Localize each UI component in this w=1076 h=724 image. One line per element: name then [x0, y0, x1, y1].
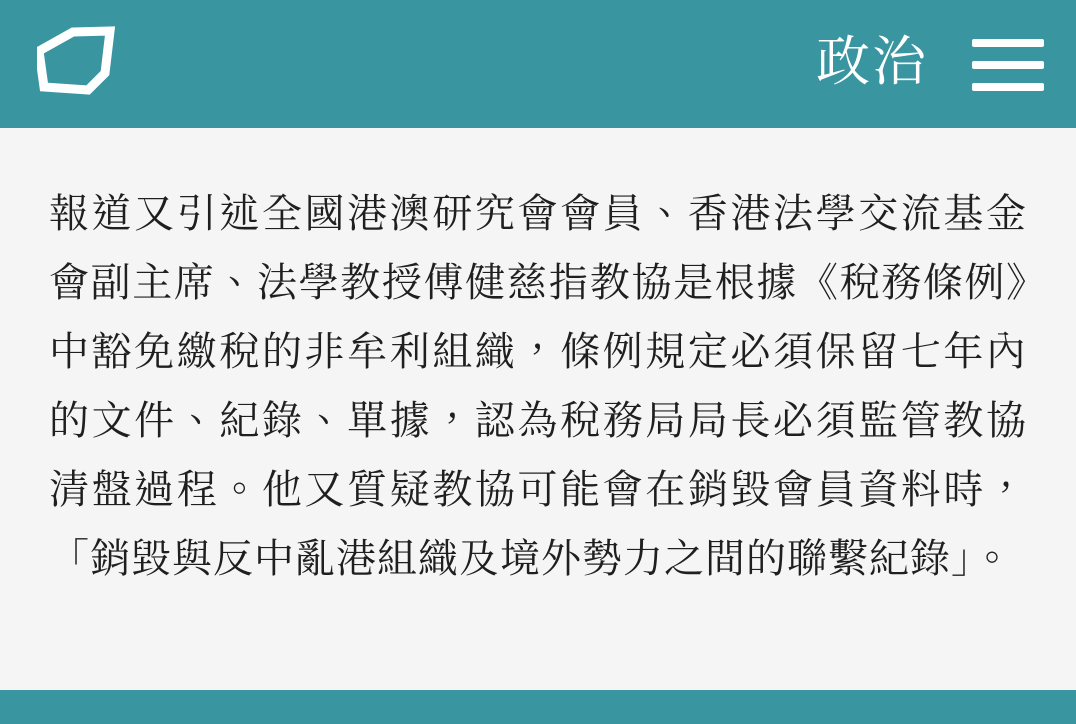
site-logo[interactable] [37, 26, 115, 96]
category-label[interactable]: 政治 [816, 32, 928, 92]
hamburger-menu-icon[interactable] [972, 37, 1044, 91]
article-area [0, 128, 1076, 690]
article-paragraph: 報道又引述全國港澳研究會會員、香港法學交流基金會副主席、法學教授傅健慈指教協是根據《稅務條例》中豁免繳稅的非牟利組織，條例規定必須保留七年內的文件、紀錄、單據，認為稅務局局長必須監管教協清盤過程。他又質疑教協可能會在銷毀會員資料時，「銷毀與反中亂港組織及境外勢力之間的聯繫紀錄」。 [49, 192, 1027, 581]
app-header [0, 0, 1076, 128]
hamburger-bar [972, 83, 1044, 91]
hamburger-bar [972, 61, 1044, 69]
header-right [816, 32, 1044, 93]
bottom-bar [0, 690, 1076, 724]
hamburger-bar [972, 39, 1044, 47]
hexagon-logo-icon [37, 26, 115, 96]
